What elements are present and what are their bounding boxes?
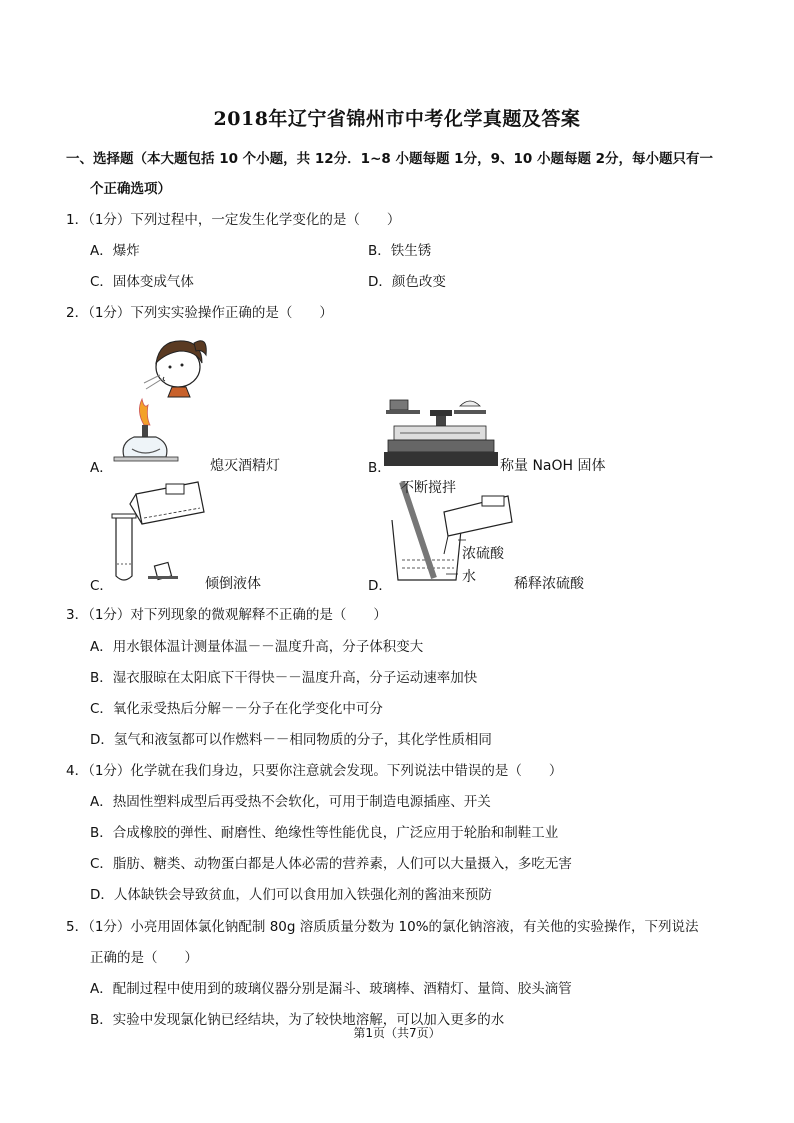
q1-stem: 1．（1分）下列过程中，一定发生化学变化的是（ ） — [66, 212, 401, 228]
q4-stem: 4．（1分）化学就在我们身边，只要你注意就会发现。下列说法中错误的是（ ） — [66, 763, 563, 779]
q2-caption-a: 熄灭酒精灯 — [210, 458, 280, 474]
q3-option-a: A．用水银体温计测量体温－－温度升高，分子体积变大 — [90, 639, 424, 655]
q2-label-d: D． — [368, 578, 392, 594]
q2-caption-c: 倾倒液体 — [205, 576, 261, 592]
q2-label-a: A． — [90, 460, 113, 476]
q3-stem: 3．（1分）对下列现象的微观解释不正确的是（ ） — [66, 607, 387, 623]
q5-stem-line2: 正确的是（ ） — [90, 950, 198, 966]
label-stirring: 不断搅拌 — [400, 480, 456, 496]
label-conc-acid: 浓硫酸 — [462, 546, 504, 562]
q4-option-b: B．合成橡胶的弹性、耐磨性、绝缘性等性能优良，广泛应用于轮胎和制鞋工业 — [90, 825, 559, 841]
q1-option-c: C．固体变成气体 — [90, 274, 194, 290]
q1-option-a: A．爆炸 — [90, 243, 140, 259]
q3-option-b: B．湿衣服晾在太阳底下干得快－－温度升高，分子运动速率加快 — [90, 670, 478, 686]
figure-balance — [384, 392, 498, 470]
q1-option-b: B．铁生锈 — [368, 243, 432, 259]
girl-head-icon — [156, 341, 206, 397]
q4-option-a: A．热固性塑料成型后再受热不会软化，可用于制造电源插座、开关 — [90, 794, 491, 810]
q2-label-c: C． — [90, 578, 113, 594]
q2-caption-d: 稀释浓硫酸 — [514, 576, 584, 592]
q5-option-a: A．配制过程中使用到的玻璃仪器分别是漏斗、玻璃棒、酒精灯、量筒、胶头滴管 — [90, 981, 572, 997]
q2-caption-b: 称量 NaOH 固体 — [500, 458, 606, 474]
q2-stem: 2．（1分）下列实实验操作正确的是（ ） — [66, 305, 333, 321]
q2-label-b: B． — [368, 460, 391, 476]
q4-option-c: C．脂肪、糖类、动物蛋白都是人体必需的营养素，人们可以大量摄入，多吃无害 — [90, 856, 572, 872]
q3-option-d: D．氢气和液氢都可以作燃料－－相同物质的分子，其化学性质相同 — [90, 732, 492, 748]
figure-pouring — [108, 480, 208, 582]
q5-stem-line1: 5．（1分）小亮用固体氯化钠配制 80g 溶质质量分数为 10%的氯化钠溶液，有关他的实验操作，下列说法 — [66, 919, 699, 935]
reagent-bottle-icon — [130, 482, 204, 524]
section-heading-line1: 一、选择题（本大题包括 10 个小题，共 12分．1~8 小题每题 1分，9、10 小题每题 2分，每小题只有一 — [66, 151, 714, 167]
q5-option-b: B．实验中发现氯化钠已经结块，为了较快地溶解，可以加入更多的水 — [90, 1012, 505, 1028]
q3-option-c: C．氧化汞受热后分解－－分子在化学变化中可分 — [90, 701, 383, 717]
label-water: 水 — [462, 569, 476, 585]
section-heading-line2: 个正确选项） — [90, 181, 171, 197]
figure-alcohol-lamp — [110, 325, 220, 470]
balance-icon — [384, 400, 498, 466]
test-tube-icon — [112, 514, 136, 580]
page-title: 2018年辽宁省锦州市中考化学真题及答案 — [213, 108, 581, 130]
stopper-icon — [148, 562, 178, 579]
q1-option-d: D．颜色改变 — [368, 274, 446, 290]
q4-option-d: D．人体缺铁会导致贫血，人们可以食用加入铁强化剂的酱油来预防 — [90, 887, 492, 903]
page-footer: 第1页（共7页） — [353, 1026, 441, 1040]
